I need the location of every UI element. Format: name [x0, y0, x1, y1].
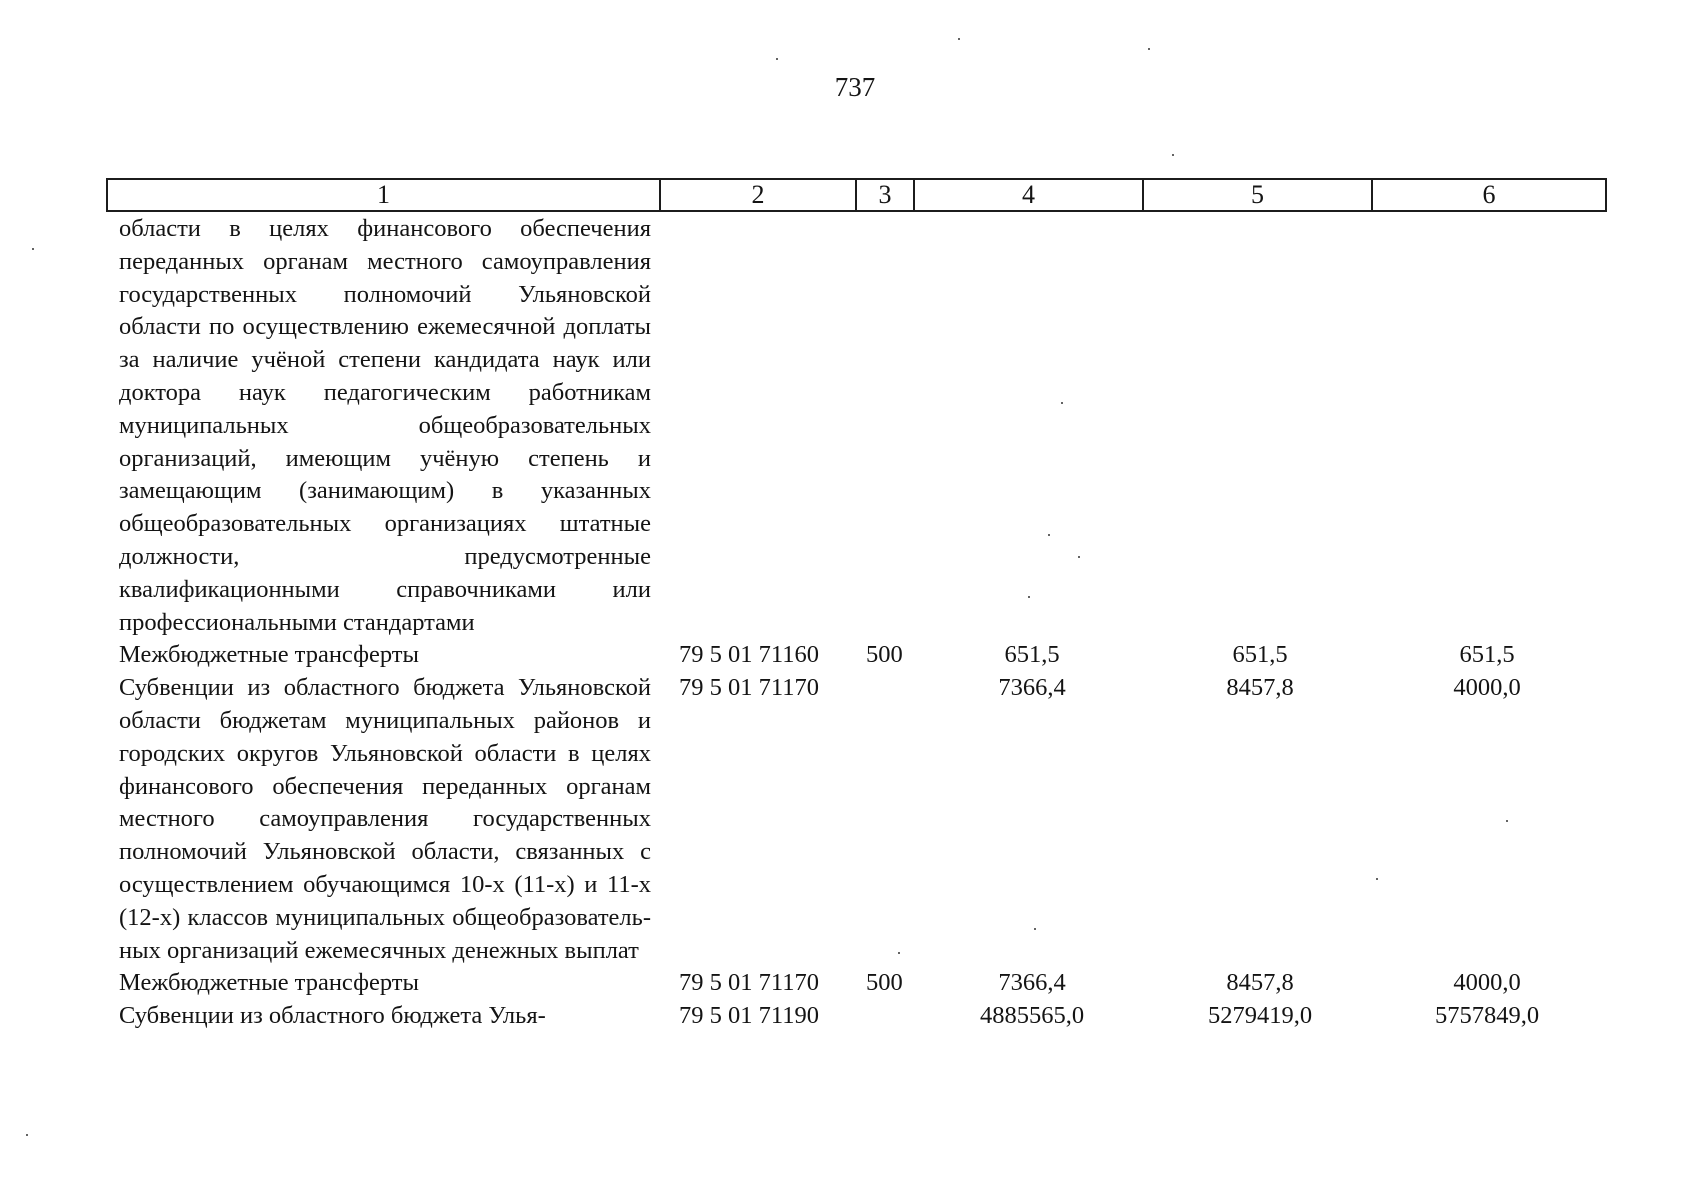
column-header-4: 4 — [914, 179, 1143, 211]
scan-speck — [1506, 820, 1508, 822]
table-row — [106, 1000, 1605, 1033]
scan-speck — [1078, 556, 1080, 558]
scan-speck — [1148, 48, 1150, 50]
row-value-col5: 5279419,0 — [1207, 1002, 1313, 1030]
scan-speck — [776, 58, 778, 60]
column-header-5: 5 — [1143, 179, 1372, 211]
column-header-row — [107, 179, 1606, 211]
scan-speck — [958, 38, 960, 40]
scan-speck — [898, 952, 900, 954]
row-description: Межбюджетные трансферты — [119, 969, 419, 997]
row-value-col6: 4000,0 — [1453, 969, 1521, 997]
table-row — [106, 639, 1605, 672]
row-value-col6: 5757849,0 — [1434, 1002, 1540, 1030]
row-description: Субвенции из областного бюджета Улья- — [119, 1002, 546, 1030]
table-body — [106, 213, 1605, 1033]
column-header-table — [106, 178, 1607, 212]
row-value-col5: 8457,8 — [1226, 674, 1294, 702]
scan-speck — [26, 1134, 28, 1136]
row-value-col4: 7366,4 — [998, 674, 1066, 702]
row-value-col6: 651,5 — [1459, 641, 1515, 669]
row-value-col4: 4885565,0 — [979, 1002, 1085, 1030]
row-value-col4: 7366,4 — [998, 969, 1066, 997]
row-code: 79 5 01 71170 — [679, 969, 819, 997]
row-code: 79 5 01 71170 — [679, 674, 819, 702]
row-type: 500 — [866, 969, 903, 997]
scan-speck — [32, 248, 34, 250]
row-description: области в целях финансового обеспечения переданных органам местного самоуправления государственных полномочий Ульяновской области по осуществлению ежемесячной доплаты за наличие учёной степени кандидата наук или доктора наук педагогическим работникам муниципальных общеобразовательных организаций, имеющим учёную степень и замещающим (занимающим) в указанных общеобразовательных организациях штатные должности, предусмотренные квалификационными справочниками или профессиональными стандартами — [119, 215, 651, 636]
scan-speck — [1376, 878, 1378, 880]
row-description: Межбюджетные трансферты — [119, 641, 419, 669]
scan-speck — [1048, 534, 1050, 536]
page-number: 737 — [834, 72, 876, 102]
column-header-1: 1 — [377, 180, 390, 209]
table-row — [106, 213, 1605, 639]
row-code: 79 5 01 71190 — [679, 1002, 819, 1030]
row-type: 500 — [866, 641, 903, 669]
column-header-2: 2 — [660, 179, 856, 211]
row-value-col6: 4000,0 — [1453, 674, 1521, 702]
scan-speck — [1028, 596, 1030, 598]
table-row — [106, 672, 1605, 967]
scan-speck — [1061, 402, 1063, 404]
column-header-6: 6 — [1372, 179, 1606, 211]
row-description: Субвенции из областного бюджета Ульяновской области бюджетам муниципальных районов и городских округов Ульяновской области в целях финансового обеспечения переданных органам местного самоуправления государственных полномочий Ульяновской области, связанных с осуществлением обучающимся 10-х (11-х) и 11-х (12-х) классов муниципальных общеобразовательных организаций ежемесячных денежных выплат — [119, 674, 651, 964]
row-value-col5: 651,5 — [1232, 641, 1288, 669]
column-header-3: 3 — [856, 179, 914, 211]
row-value-col5: 8457,8 — [1226, 969, 1294, 997]
scan-speck — [1172, 154, 1174, 156]
table-row — [106, 967, 1605, 1000]
row-value-col4: 651,5 — [1004, 641, 1060, 669]
scan-speck — [1034, 928, 1036, 930]
row-code: 79 5 01 71160 — [679, 641, 819, 669]
